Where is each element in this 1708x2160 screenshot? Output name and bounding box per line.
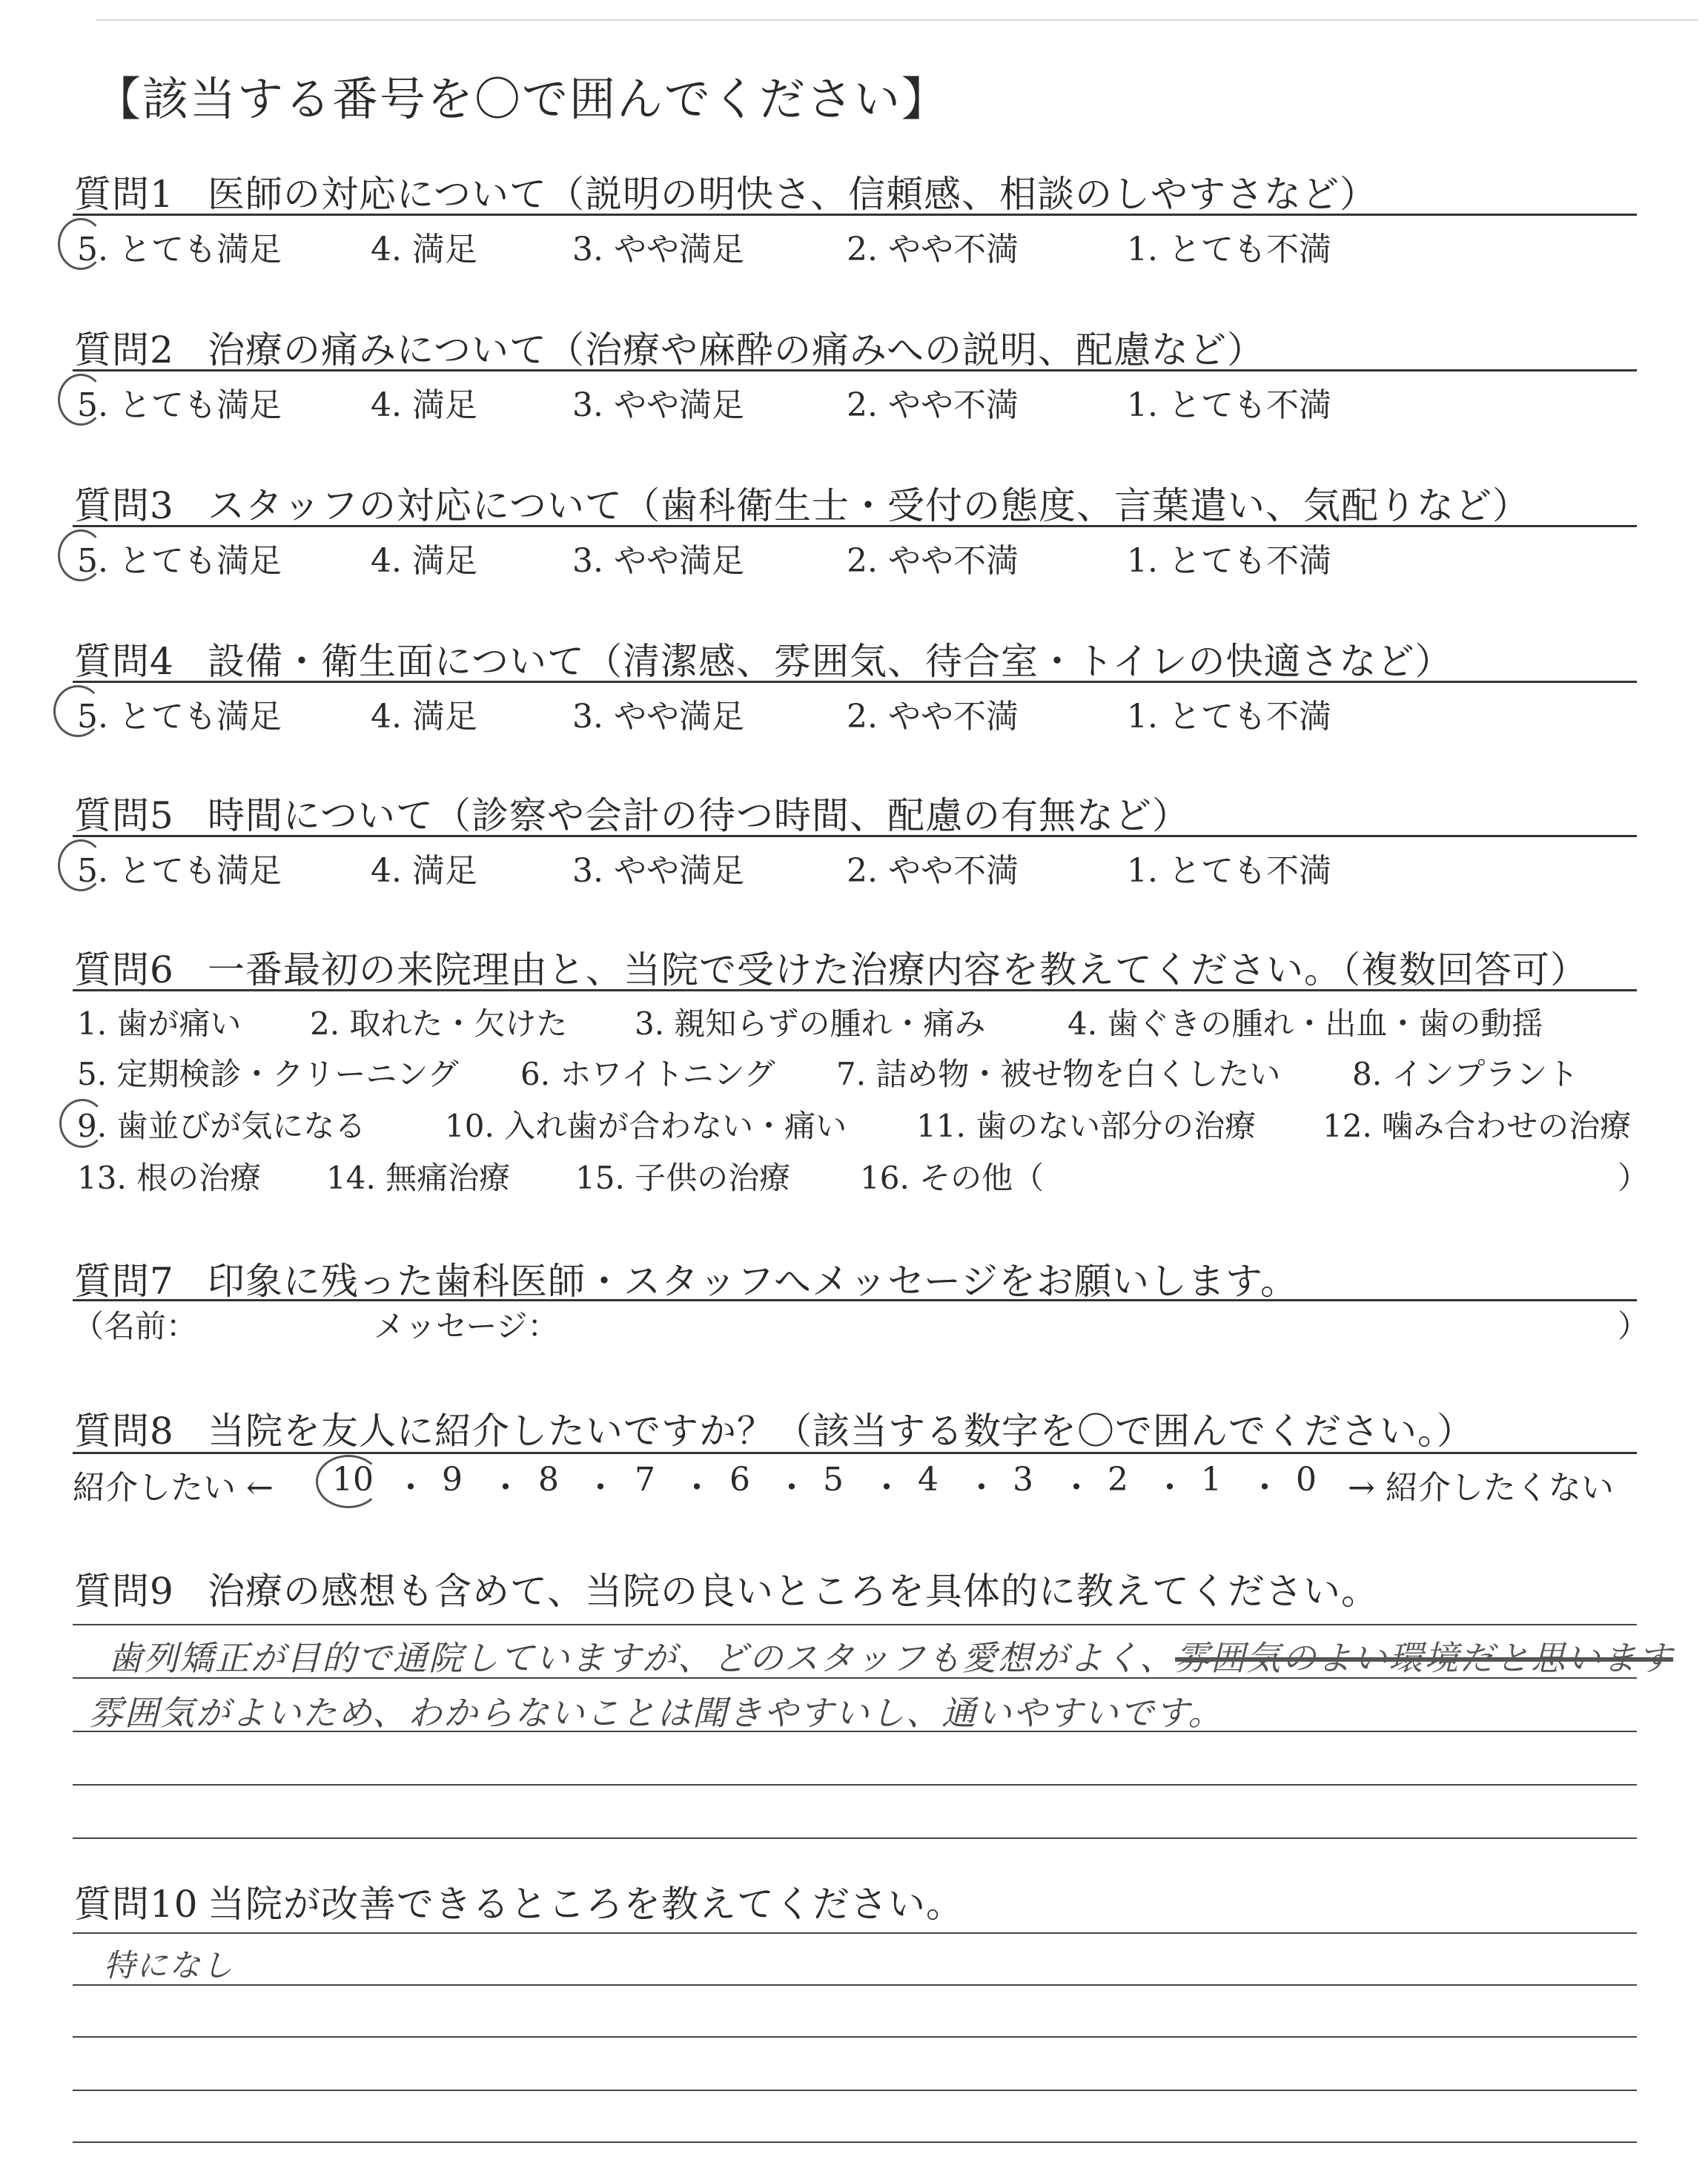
question-number: 質問3 bbox=[74, 484, 174, 527]
question-text: 印象に残った歯科医師・スタッフへメッセージをお願いします。 bbox=[208, 1260, 1298, 1303]
question-text: 当院が改善できるところを教えてください。 bbox=[208, 1883, 964, 1926]
scale-separator: ・ bbox=[1060, 1469, 1093, 1507]
question-5 bbox=[74, 786, 1190, 839]
option-2[interactable]: 2. やや不満 bbox=[847, 231, 1019, 268]
option-4[interactable]: 4. 満足 bbox=[371, 852, 477, 890]
question-2 bbox=[74, 320, 1265, 374]
divider bbox=[73, 1299, 1637, 1301]
option-2[interactable]: 2. やや不満 bbox=[847, 852, 1019, 890]
reason-16[interactable]: 16. その他（ bbox=[860, 1160, 1045, 1196]
scale-5[interactable]: 5 bbox=[823, 1461, 844, 1499]
reason-1[interactable]: 1. 歯が痛い bbox=[77, 1005, 242, 1042]
question-text: 時間について（診察や会計の待つ時間、配慮の有無など） bbox=[208, 794, 1190, 837]
scale-6[interactable]: 6 bbox=[729, 1461, 750, 1499]
selection-circle bbox=[58, 218, 104, 270]
option-3[interactable]: 3. やや満足 bbox=[572, 852, 744, 890]
scale-separator: ・ bbox=[775, 1469, 808, 1507]
divider bbox=[73, 525, 1637, 527]
option-5[interactable]: 5. とても満足 bbox=[77, 852, 282, 890]
reason-13[interactable]: 13. 根の治療 bbox=[77, 1160, 262, 1196]
reason-7[interactable]: 7. 詰め物・被せ物を白くしたい bbox=[836, 1056, 1281, 1092]
question-number: 質問9 bbox=[74, 1570, 174, 1613]
scale-9[interactable]: 9 bbox=[442, 1461, 463, 1499]
selection-circle bbox=[58, 839, 104, 891]
scale-separator: ・ bbox=[965, 1469, 998, 1507]
scale-separator: ・ bbox=[1153, 1469, 1186, 1507]
reason-12[interactable]: 12. 噛み合わせの治療 bbox=[1323, 1108, 1632, 1144]
question-number: 質問5 bbox=[74, 794, 174, 837]
option-4[interactable]: 4. 満足 bbox=[371, 698, 477, 736]
option-1[interactable]: 1. とても不満 bbox=[1127, 542, 1331, 580]
struck-text: 雰囲気のよい環境だと思います bbox=[1175, 1638, 1674, 1678]
question-number: 質問8 bbox=[74, 1410, 174, 1453]
option-4[interactable]: 4. 満足 bbox=[371, 542, 477, 580]
answer-line bbox=[73, 1984, 1637, 1986]
reason-4[interactable]: 4. 歯ぐきの腫れ・出血・歯の動揺 bbox=[1068, 1005, 1543, 1042]
option-1[interactable]: 1. とても不満 bbox=[1127, 852, 1331, 890]
option-2[interactable]: 2. やや不満 bbox=[847, 698, 1019, 736]
question-9 bbox=[74, 1562, 1379, 1615]
question-8 bbox=[74, 1401, 1474, 1455]
scale-separator: ・ bbox=[1248, 1469, 1281, 1507]
selection-circle bbox=[59, 1099, 105, 1148]
scale-separator: ・ bbox=[489, 1469, 522, 1507]
question-number: 質問4 bbox=[74, 640, 174, 683]
option-3[interactable]: 3. やや満足 bbox=[572, 386, 744, 424]
question-3 bbox=[74, 476, 1530, 529]
question-text: 設備・衛生面について（清潔感、雰囲気、待合室・トイレの快適さなど） bbox=[208, 640, 1453, 683]
scale-left-label: 紹介したい ← bbox=[73, 1469, 274, 1507]
scale-separator: ・ bbox=[870, 1469, 903, 1507]
selection-circle bbox=[58, 374, 104, 426]
scale-0[interactable]: 0 bbox=[1296, 1461, 1317, 1499]
rating-row-3 bbox=[0, 534, 1708, 578]
close-paren: ） bbox=[1618, 1308, 1649, 1344]
option-5[interactable]: 5. とても満足 bbox=[77, 386, 282, 424]
question-number: 質問6 bbox=[74, 948, 174, 991]
reason-11[interactable]: 11. 歯のない部分の治療 bbox=[916, 1108, 1257, 1144]
answer-line bbox=[73, 2036, 1637, 2038]
page-header: 【該当する番号を〇で囲んでください】 bbox=[95, 72, 950, 126]
reason-5[interactable]: 5. 定期検診・クリーニング bbox=[77, 1056, 459, 1092]
selection-circle bbox=[58, 529, 104, 581]
close-paren: ） bbox=[1618, 1160, 1649, 1196]
answer-line bbox=[73, 1837, 1637, 1839]
answer-text: 歯列矯正が目的で通院していますが、どのスタッフも愛想がよく、 bbox=[108, 1638, 1176, 1678]
option-1[interactable]: 1. とても不満 bbox=[1127, 386, 1331, 424]
option-1[interactable]: 1. とても不満 bbox=[1127, 231, 1331, 268]
question-4 bbox=[74, 632, 1453, 685]
divider bbox=[73, 369, 1637, 371]
scale-1[interactable]: 1 bbox=[1201, 1461, 1222, 1499]
reason-9[interactable]: 9. 歯並びが気になる bbox=[77, 1108, 366, 1144]
reason-8[interactable]: 8. インプラント bbox=[1352, 1056, 1579, 1092]
reason-15[interactable]: 15. 子供の治療 bbox=[575, 1160, 791, 1196]
question-text: スタッフの対応について（歯科衛生士・受付の態度、言葉遣い、気配りなど） bbox=[208, 484, 1530, 527]
option-2[interactable]: 2. やや不満 bbox=[847, 386, 1019, 424]
question-1 bbox=[74, 165, 1377, 218]
reason-6[interactable]: 6. ホワイトニング bbox=[520, 1056, 775, 1092]
scale-4[interactable]: 4 bbox=[918, 1461, 939, 1499]
scale-2[interactable]: 2 bbox=[1108, 1461, 1128, 1499]
rating-row-1 bbox=[0, 222, 1708, 267]
option-2[interactable]: 2. やや不満 bbox=[847, 542, 1019, 580]
option-3[interactable]: 3. やや満足 bbox=[572, 698, 744, 736]
reason-2[interactable]: 2. 取れた・欠けた bbox=[310, 1005, 568, 1042]
divider bbox=[73, 989, 1637, 991]
question-6 bbox=[74, 940, 1588, 994]
answer-line bbox=[73, 2090, 1637, 2091]
answer-line bbox=[73, 1784, 1637, 1786]
answer-line bbox=[73, 2141, 1637, 2143]
divider bbox=[73, 1452, 1637, 1454]
option-5[interactable]: 5. とても満足 bbox=[77, 231, 282, 268]
handwritten-answer-line-1 bbox=[108, 1631, 1673, 1680]
question-text: 一番最初の来院理由と、当院で受けた治療内容を教えてください。（複数回答可） bbox=[208, 948, 1588, 991]
option-4[interactable]: 4. 満足 bbox=[371, 386, 477, 424]
option-3[interactable]: 3. やや満足 bbox=[572, 231, 744, 268]
scale-3[interactable]: 3 bbox=[1013, 1461, 1033, 1499]
scale-7[interactable]: 7 bbox=[635, 1461, 655, 1499]
option-3[interactable]: 3. やや満足 bbox=[572, 542, 744, 580]
scale-separator: ・ bbox=[584, 1469, 617, 1507]
handwritten-answer: 特になし bbox=[104, 1947, 235, 1984]
divider bbox=[73, 835, 1637, 837]
option-1[interactable]: 1. とても不満 bbox=[1127, 698, 1331, 736]
message-label: メッセージ： bbox=[374, 1308, 559, 1344]
scale-8[interactable]: 8 bbox=[538, 1461, 559, 1499]
question-number: 質問2 bbox=[74, 328, 174, 371]
option-4[interactable]: 4. 満足 bbox=[371, 231, 477, 268]
answer-line bbox=[73, 1932, 1637, 1934]
selection-circle bbox=[316, 1455, 381, 1508]
rating-row-2 bbox=[0, 378, 1708, 423]
handwritten-answer-line-2: 雰囲気がよいため、わからないことは聞きやすいし、通いやすいです。 bbox=[89, 1693, 1224, 1733]
question-10 bbox=[74, 1875, 964, 1928]
scale-right-label: → 紹介したくない bbox=[1348, 1469, 1614, 1507]
option-5[interactable]: 5. とても満足 bbox=[77, 698, 282, 736]
reason-3[interactable]: 3. 親知らずの腫れ・痛み bbox=[635, 1005, 986, 1042]
top-divider bbox=[96, 19, 1698, 21]
option-5[interactable]: 5. とても満足 bbox=[77, 542, 282, 580]
scale-separator: ・ bbox=[394, 1469, 427, 1507]
question-7 bbox=[74, 1252, 1298, 1305]
answer-line bbox=[73, 1624, 1637, 1625]
question-number: 質問10 bbox=[74, 1883, 199, 1926]
name-label: （名前： bbox=[73, 1308, 198, 1344]
question-text: 治療の痛みについて（治療や麻酔の痛みへの説明、配慮など） bbox=[208, 328, 1265, 371]
question-text: 医師の対応について（説明の明快さ、信頼感、相談のしやすさなど） bbox=[208, 173, 1377, 216]
divider bbox=[73, 214, 1637, 216]
question-text: 治療の感想も含めて、当院の良いところを具体的に教えてください。 bbox=[208, 1570, 1379, 1613]
scale-10[interactable]: 10 bbox=[332, 1461, 374, 1499]
reason-14[interactable]: 14. 無痛治療 bbox=[326, 1160, 511, 1196]
question-text: 当院を友人に紹介したいですか？（該当する数字を〇で囲んでください。） bbox=[208, 1410, 1474, 1453]
selection-circle bbox=[53, 685, 102, 737]
question-number: 質問7 bbox=[74, 1260, 174, 1303]
divider bbox=[73, 681, 1637, 683]
rating-row-4 bbox=[0, 690, 1708, 734]
question-number: 質問1 bbox=[74, 173, 174, 216]
scale-separator: ・ bbox=[681, 1469, 713, 1507]
rating-row-5 bbox=[0, 844, 1708, 888]
reason-10[interactable]: 10. 入れ歯が合わない・痛い bbox=[445, 1108, 847, 1144]
